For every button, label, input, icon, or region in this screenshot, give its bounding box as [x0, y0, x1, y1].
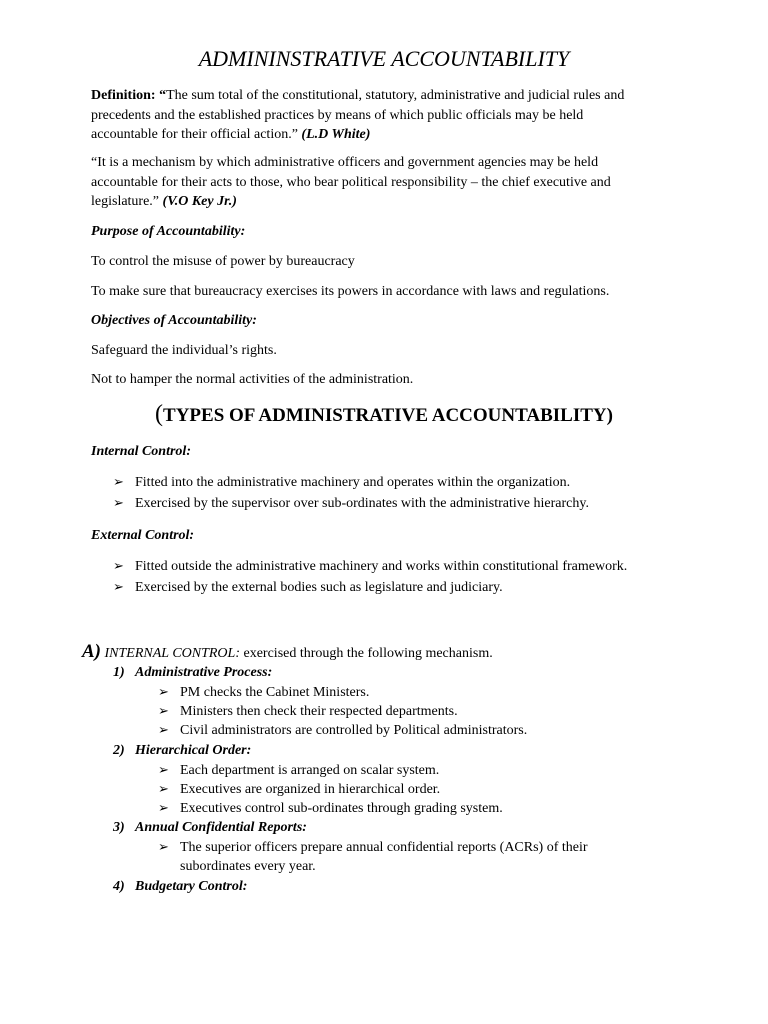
types-heading-paren: ( [155, 401, 164, 427]
item-1-bullet-text-1: PM checks the Cabinet Ministers. [180, 685, 370, 700]
types-heading-text: TYPES OF ADMINISTRATIVE ACCOUNTABILITY) [163, 405, 613, 426]
item-2-bullet-1 [158, 761, 439, 781]
internal-bullet-text-1: Fitted into the administrative machinery and operates within the organization. [135, 475, 571, 490]
internal-bullet-1 [113, 473, 570, 493]
section-a-heading [82, 642, 493, 664]
arrowhead-bullet-icon: ➢ [158, 801, 169, 816]
section-a-item-4 [113, 877, 247, 897]
definition-quote-open: “ [159, 88, 167, 103]
item-1-bullet-3 [158, 721, 527, 741]
arrowhead-bullet-icon: ➢ [158, 704, 169, 719]
external-bullet-2 [113, 578, 503, 598]
definition-line-3 [91, 125, 370, 145]
objectives-item-1: Safeguard the individual’s rights. [91, 343, 277, 358]
section-a-text: exercised through the following mechanism. [243, 646, 493, 661]
item-2-bullet-2 [158, 780, 440, 800]
item-1-bullet-text-2: Ministers then check their respected departments. [180, 704, 458, 719]
objectives-heading: Objectives of Accountability: [91, 313, 257, 328]
section-a-item-2 [113, 741, 251, 761]
external-control-heading: External Control: [91, 528, 195, 543]
item-2-bullet-text-1: Each department is arranged on scalar system. [180, 763, 440, 778]
item-1-bullet-text-3: Civil administrators are controlled by Political administrators. [180, 723, 528, 738]
external-bullet-1 [113, 557, 627, 577]
definition2-line-2: accountable for their acts to those, who bear political responsibility – the chief executive and [91, 175, 611, 190]
purpose-item-2: To make sure that bureaucracy exercises its powers in accordance with laws and regulations. [91, 284, 610, 299]
item-title: Annual Confidential Reports: [135, 820, 307, 835]
arrowhead-bullet-icon: ➢ [158, 840, 169, 855]
arrowhead-bullet-icon: ➢ [158, 782, 169, 797]
section-a-letter: A) [82, 641, 101, 662]
item-number: 4) [113, 879, 125, 894]
internal-control-heading: Internal Control: [91, 444, 191, 459]
arrowhead-bullet-icon: ➢ [158, 685, 169, 700]
item-1-bullet-2 [158, 702, 458, 722]
arrowhead-bullet-icon: ➢ [113, 580, 124, 595]
definition-label: Definition: [91, 88, 156, 103]
definition-line-1 [91, 86, 624, 106]
arrowhead-bullet-icon: ➢ [113, 496, 124, 511]
item-number: 2) [113, 743, 125, 758]
section-a-label: INTERNAL CONTROL: [104, 646, 240, 661]
definition-text-1: The sum total of the constitutional, statutory, administrative and judicial rules and [166, 88, 625, 103]
definition2-line-1: “It is a mechanism by which administrative officers and government agencies may be held [91, 155, 599, 170]
item-number: 3) [113, 820, 125, 835]
item-3-bullet-1 [158, 838, 588, 858]
arrowhead-bullet-icon: ➢ [158, 763, 169, 778]
item-number: 1) [113, 665, 125, 680]
definition2-line-3 [91, 192, 237, 212]
item-2-bullet-3 [158, 799, 503, 819]
definition-author: (L.D White) [301, 127, 371, 142]
item-title: Administrative Process: [135, 665, 273, 680]
page-title: ADMININSTRATIVE ACCOUNTABILITY [198, 46, 570, 71]
item-title: Budgetary Control: [135, 879, 248, 894]
external-bullet-text-2: Exercised by the external bodies such as legislature and judiciary. [135, 580, 503, 595]
item-1-bullet-1 [158, 683, 369, 703]
arrowhead-bullet-icon: ➢ [113, 559, 124, 574]
internal-bullet-2 [113, 494, 589, 514]
item-2-bullet-text-3: Executives control sub-ordinates through grading system. [180, 801, 503, 816]
external-bullet-text-1: Fitted outside the administrative machinery and works within constitutional framework. [135, 559, 628, 574]
arrowhead-bullet-icon: ➢ [158, 723, 169, 738]
definition-text-3: accountable for their official action.” [91, 127, 298, 142]
objectives-item-2: Not to hamper the normal activities of the administration. [91, 372, 414, 387]
internal-bullet-text-2: Exercised by the supervisor over sub-ordinates with the administrative hierarchy. [135, 496, 589, 511]
item-title: Hierarchical Order: [135, 743, 252, 758]
definition2-text-3: legislature.” [91, 194, 160, 209]
definition2-author: (V.O Key Jr.) [162, 194, 237, 209]
section-a-item-1 [113, 663, 272, 683]
item-3-bullet-text-1: The superior officers prepare annual confidential reports (ACRs) of their [180, 840, 588, 855]
item-2-bullet-text-2: Executives are organized in hierarchical order. [180, 782, 441, 797]
item-3-bullet-1-cont: subordinates every year. [180, 859, 316, 874]
definition-line-2: precedents and the established practices by means of which public officials may be held [91, 108, 584, 123]
section-a-item-3 [113, 818, 307, 838]
purpose-item-1: To control the misuse of power by bureaucracy [91, 254, 355, 269]
arrowhead-bullet-icon: ➢ [113, 475, 124, 490]
purpose-heading: Purpose of Accountability: [91, 224, 246, 239]
types-heading [0, 401, 768, 428]
